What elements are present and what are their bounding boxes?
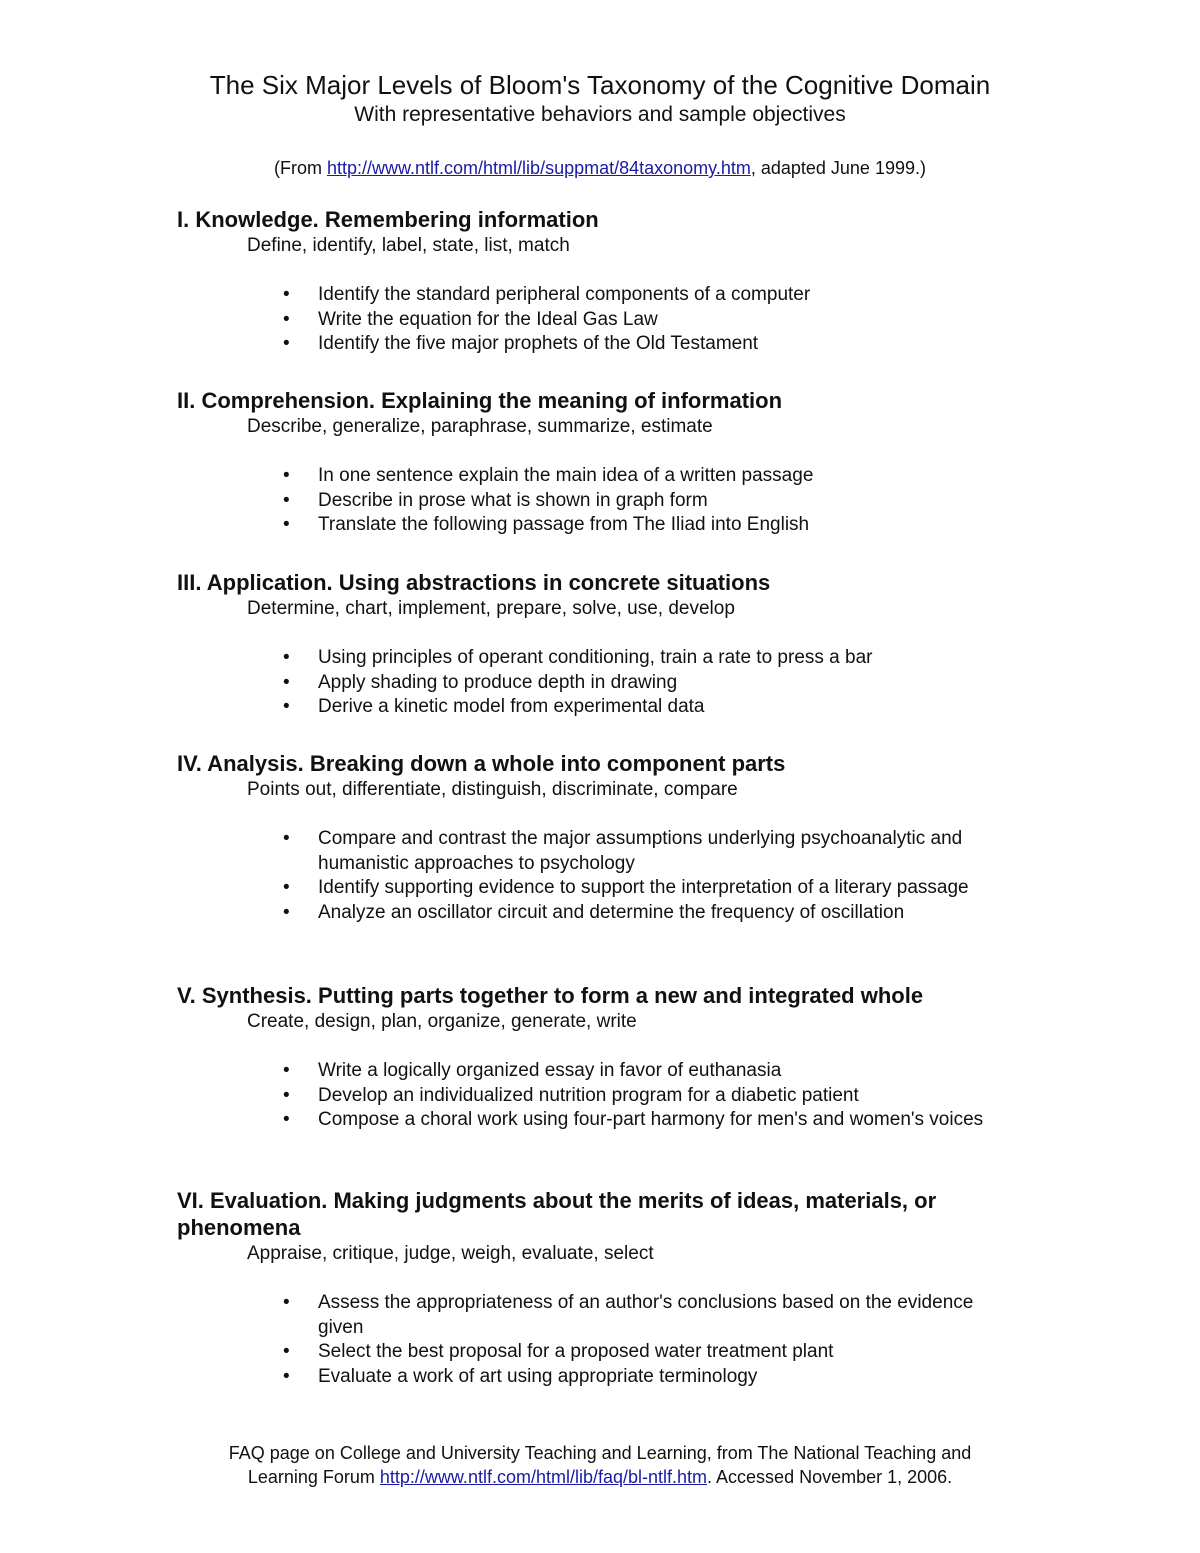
list-item: • Assess the appropriateness of an author's conclusions based on the evidence given: [177, 1291, 1018, 1340]
section-comprehension: [177, 387, 1037, 538]
list-item: • Identify the standard peripheral components of a computer: [177, 283, 1018, 308]
list-item: • Evaluate a work of art using appropriate terminology: [177, 1365, 1018, 1390]
section-evaluation: [177, 1187, 1017, 1389]
section-title: VI. Evaluation. Making judgments about the merits of ideas, materials, or phenomena: [177, 1188, 937, 1240]
list-item: • Compose a choral work using four-part harmony for men's and women's voices: [177, 1108, 1018, 1133]
list-item: • Write the equation for the Ideal Gas Law: [177, 308, 1018, 333]
section-synthesis: [177, 982, 1037, 1133]
page-subtitle: With representative behaviors and sample objectives: [354, 103, 846, 126]
list-item: • Analyze an oscillator circuit and determine the frequency of oscillation: [177, 901, 1018, 926]
objective-list: [177, 283, 1037, 357]
footer-suffix: . Accessed November 1, 2006.: [707, 1467, 953, 1487]
section-verbs: Create, design, plan, organize, generate, write: [247, 1011, 637, 1032]
source-suffix: , adapted June 1999.): [750, 158, 926, 178]
section-application: [177, 569, 1037, 720]
list-item: • Using principles of operant conditioning, train a rate to press a bar: [177, 646, 1018, 671]
source-line: [0, 156, 1200, 180]
objective-list: [177, 646, 1037, 720]
section-verbs: Describe, generalize, paraphrase, summarize, estimate: [247, 416, 713, 437]
page-title: The Six Major Levels of Bloom's Taxonomy of the Cognitive Domain: [209, 70, 991, 100]
list-item: • Describe in prose what is shown in graph form: [177, 489, 1018, 514]
footer-link[interactable]: http://www.ntlf.com/html/lib/faq/bl-ntlf.htm: [379, 1467, 708, 1487]
list-item: • Develop an individualized nutrition program for a diabetic patient: [177, 1084, 1018, 1109]
section-verbs: Determine, chart, implement, prepare, solve, use, develop: [247, 598, 735, 619]
objective-list: [177, 1291, 1017, 1389]
list-item: • Translate the following passage from The Iliad into English: [177, 513, 1018, 538]
footer-line-2: [0, 1465, 1200, 1489]
list-item: • In one sentence explain the main idea of a written passage: [177, 464, 1018, 489]
section-title: II. Comprehension. Explaining the meaning of information: [177, 388, 783, 413]
section-title: V. Synthesis. Putting parts together to form a new and integrated whole: [177, 983, 924, 1008]
source-link[interactable]: http://www.ntlf.com/html/lib/suppmat/84taxonomy.htm: [327, 158, 751, 178]
section-title: III. Application. Using abstractions in concrete situations: [177, 570, 771, 595]
list-item: • Derive a kinetic model from experimental data: [177, 695, 1018, 720]
list-item: • Write a logically organized essay in favor of euthanasia: [177, 1059, 1018, 1084]
section-verbs: Appraise, critique, judge, weigh, evaluate, select: [247, 1243, 654, 1264]
section-verbs: Points out, differentiate, distinguish, discriminate, compare: [247, 779, 738, 800]
section-title: IV. Analysis. Breaking down a whole into component parts: [177, 751, 786, 776]
objective-list: [177, 827, 1037, 925]
footer-prefix: Learning Forum: [247, 1467, 380, 1487]
section-title: I. Knowledge. Remembering information: [177, 207, 599, 232]
list-item: • Identify the five major prophets of the Old Testament: [177, 332, 1018, 357]
section-knowledge: [177, 206, 1037, 357]
section-analysis: [177, 750, 1037, 925]
footer: [0, 1441, 1200, 1489]
objective-list: [177, 1059, 1037, 1133]
list-item: • Select the best proposal for a proposed water treatment plant: [177, 1340, 1018, 1365]
list-item: • Identify supporting evidence to support the interpretation of a literary passage: [177, 876, 1018, 901]
list-item: • Apply shading to produce depth in drawing: [177, 671, 1018, 696]
footer-line-1: FAQ page on College and University Teaching and Learning, from The National Teaching and: [228, 1443, 972, 1463]
objective-list: [177, 464, 1037, 538]
list-item: • Compare and contrast the major assumptions underlying psychoanalytic and humanistic approaches to psychology: [177, 827, 1018, 876]
source-prefix: (From: [274, 158, 327, 178]
section-verbs: Define, identify, label, state, list, match: [247, 235, 570, 256]
